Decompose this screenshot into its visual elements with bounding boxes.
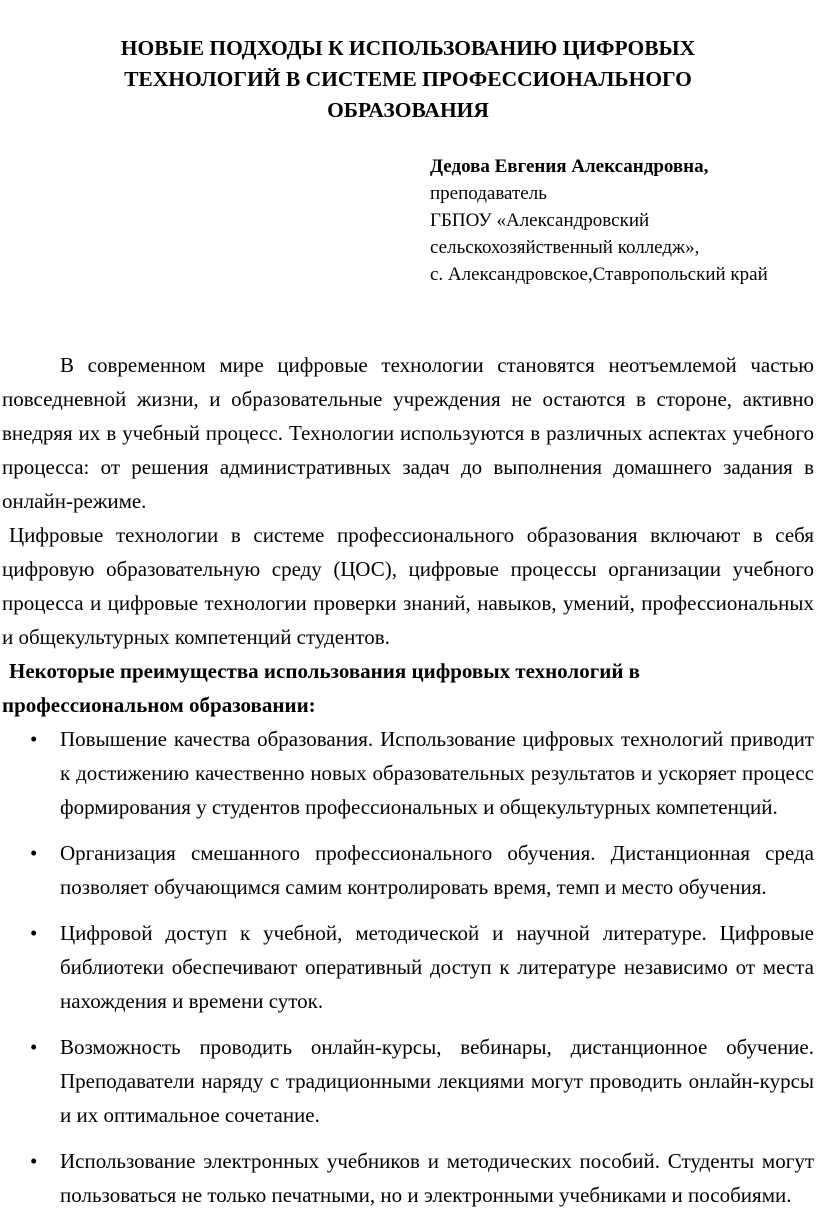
bullet-icon: • xyxy=(30,921,38,945)
author-name: Дедова Евгения Александровна, xyxy=(430,156,709,177)
author-organization-line-1: ГБПОУ «Александровский xyxy=(430,210,650,231)
advantages-list xyxy=(2,722,814,1212)
list-item-text: Использование электронных учебников и методических пособий. Студенты могут пользоваться не только печатными, но и электронными учебниками и пособиями. xyxy=(60,1149,814,1207)
article-body xyxy=(2,348,814,1224)
list-item xyxy=(2,722,814,824)
list-item xyxy=(2,836,814,904)
bullet-icon: • xyxy=(30,841,38,865)
bullet-icon: • xyxy=(30,1035,38,1059)
author-block xyxy=(430,153,810,288)
title-line-1: НОВЫЕ ПОДХОДЫ К ИСПОЛЬЗОВАНИЮ ЦИФРОВЫХ xyxy=(120,36,696,60)
list-item-text: Возможность проводить онлайн-курсы, вебинары, дистанционное обучение. Преподаватели наряду с традиционными лекциями могут проводить онлайн-курсы и их оптимальное сочетание. xyxy=(60,1035,814,1127)
list-item xyxy=(2,1030,814,1132)
author-position: преподаватель xyxy=(430,183,547,204)
paragraph-intro: В современном мире цифровые технологии становятся неотъемлемой частью повседневной жизни, и образовательные учреждения не остаются в стороне, активно внедряя их в учебный процесс. Технологии используются в различных аспектах учебного процесса: от решения административных задач до выполнения домашнего задания в онлайн-режиме. xyxy=(2,353,814,513)
advantages-heading: Некоторые преимущества использования цифровых технологий в профессиональном образовании: xyxy=(2,659,641,717)
author-location: с. Александровское,Ставропольский край xyxy=(430,264,768,285)
list-item xyxy=(2,916,814,1018)
article-title xyxy=(40,33,776,126)
bullet-icon: • xyxy=(30,727,38,751)
bullet-icon: • xyxy=(30,1149,38,1173)
paragraph-digital-technologies: Цифровые технологии в системе профессионального образования включают в себя цифровую образовательную среду (ЦОС), цифровые процессы организации учебного процесса и цифровые технологии проверки знаний, навыков, умений, профессиональных и общекультурных компетенций студентов. xyxy=(2,523,814,649)
list-item-text: Организация смешанного профессионального обучения. Дистанционная среда позволяет обучающимся самим контролировать время, темп и место обучения. xyxy=(60,841,814,899)
list-item-text: Цифровой доступ к учебной, методической и научной литературе. Цифровые библиотеки обеспечивают оперативный доступ к литературе независимо от места нахождения и времени суток. xyxy=(60,921,814,1013)
title-line-2: ТЕХНОЛОГИЙ В СИСТЕМЕ ПРОФЕССИОНАЛЬНОГО xyxy=(124,67,692,91)
title-line-3: ОБРАЗОВАНИЯ xyxy=(327,98,489,122)
author-organization-line-2: сельскохозяйственный колледж», xyxy=(430,237,700,258)
list-item-text: Повышение качества образования. Использование цифровых технологий приводит к достижению качественно новых образовательных результатов и ускоряет процесс формирования у студентов профессиональных и общекультурных компетенций. xyxy=(60,727,814,819)
